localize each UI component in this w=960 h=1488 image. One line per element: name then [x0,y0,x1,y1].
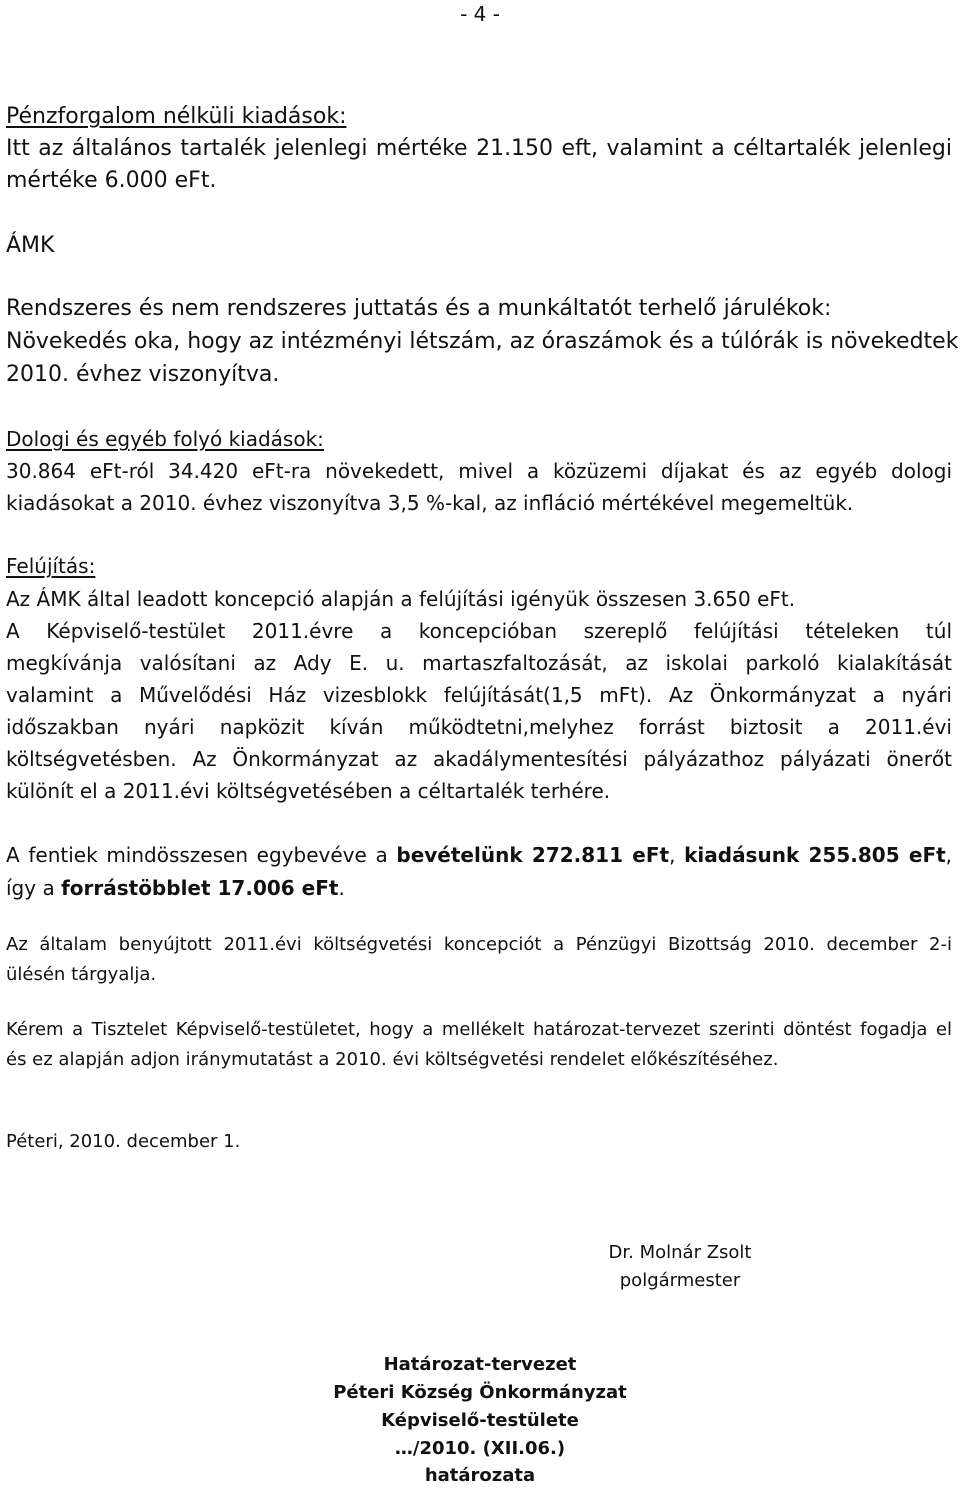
paragraph-line: különít el a 2011.évi költségvetésében a céltartalék terhére. [6,779,611,803]
section-heading-operating-expenses: Dologi és egyéb folyó kiadások: [6,427,324,451]
section-heading-renovation: Felújítás: [6,554,96,578]
subheading-benefits: Rendszeres és nem rendszeres juttatás és a munkáltatót terhelő járulékok: [6,296,832,321]
paragraph-line: Az ÁMK által leadott koncepció alapján a felújítási igényük összesen 3.650 eFt. [6,587,796,611]
resolution-body: Képviselő-testülete [381,1410,579,1431]
expense-total: kiadásunk 255.805 eFt [684,843,946,867]
paragraph-line: mértéke 6.000 eFt. [6,168,217,193]
paragraph-line: megkívánja valósítani az Ady E. u. martaszfaltozását, az iskolai parkoló kialakítását [6,651,952,675]
resolution-number: …/2010. (XII.06.) [394,1438,566,1459]
summary-text: így a [6,876,62,900]
signer-title: polgármester [619,1270,741,1291]
summary-text: A fentiek mindösszesen egybevéve a [6,843,397,867]
paragraph-line: Az általam benyújtott 2011.évi költségvetési koncepciót a Pénzügyi Bizottság 2010. december 2-i [6,934,952,955]
summary-text: , [945,843,953,867]
section-heading-noncash-expenses: Pénzforgalom nélküli kiadások: [6,104,347,129]
resolution-title: Határozat-tervezet [383,1354,577,1375]
paragraph-line: ülésén tárgyalja. [6,964,157,985]
place-date: Péteri, 2010. december 1. [6,1131,241,1152]
summary-text: , [669,843,685,867]
page-number: - 4 - [460,2,500,26]
paragraph-line: Kérem a Tisztelet Képviselő-testületet, hogy a mellékelt határozat-tervezet szerinti döntést fogadja el [6,1019,952,1040]
paragraph-line: Itt az általános tartalék jelenlegi mértéke 21.150 eft, valamint a céltartalék jelenlegi [6,136,952,161]
income-total: bevételünk 272.811 eFt [396,843,670,867]
paragraph-line: időszakban nyári napközit kíván működtetni,melyhez forrást biztosit a 2011.évi [6,715,952,739]
paragraph-line: 2010. évhez viszonyítva. [6,362,280,387]
paragraph-line: költségvetésben. Az Önkormányzat az akadálymentesítési pályázathoz pályázati önerőt [6,747,952,771]
summary-text: . [338,876,345,900]
summary-line-1 [6,845,952,865]
summary-line-2 [6,878,952,898]
resolution-label: határozata [424,1465,536,1486]
paragraph-line: Növekedés oka, hogy az intézményi létszám, az óraszámok és a túlórák is növekedtek [6,329,959,354]
paragraph-line: 30.864 eFt-ról 34.420 eFt-ra növekedett, mivel a közüzemi díjakat és az egyéb dologi [6,459,952,483]
paragraph-line: és ez alapján adjon iránymutatást a 2010. évi költségvetési rendelet előkészítéséhez. [6,1049,779,1070]
surplus-total: forrástöbblet 17.006 eFt [61,876,339,900]
paragraph-line: valamint a Művelődési Ház vizesblokk felújítását(1,5 mFt). Az Önkormányzat a nyári [6,683,952,707]
paragraph-line: A Képviselő-testület 2011.évre a koncepcióban szereplő felújítási tételeken túl [6,619,952,643]
resolution-issuer: Péteri Község Önkormányzat [333,1382,627,1403]
section-heading-amk: ÁMK [6,233,55,258]
signer-name: Dr. Molnár Zsolt [608,1242,752,1263]
paragraph-line: kiadásokat a 2010. évhez viszonyítva 3,5 %-kal, az infláció mértékével megemeltük. [6,491,854,515]
